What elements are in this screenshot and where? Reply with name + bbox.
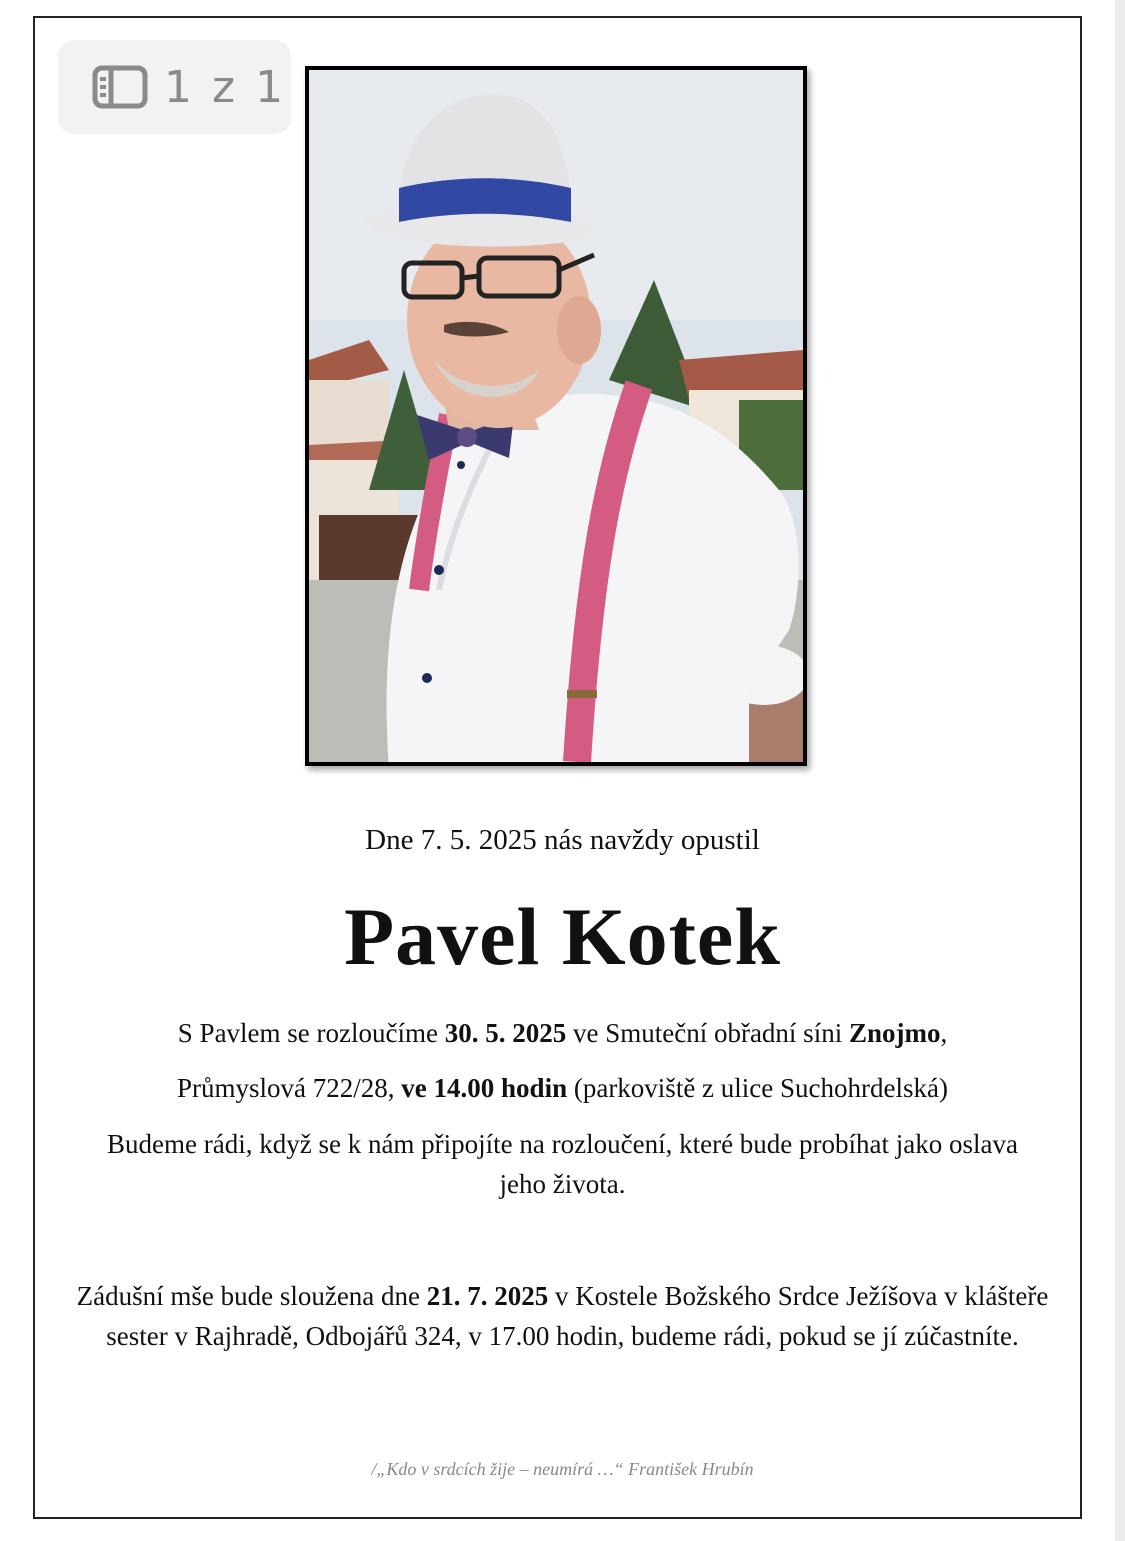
farewell-time: ve 14.00 hodin [401, 1073, 568, 1103]
parking-note: (parkoviště z ulice Suchohrdelská) [567, 1073, 948, 1103]
memorial-quote: /„Kdo v srdcích žije – neumírá …“ František Hrubín [371, 1459, 754, 1479]
mass-text: v Kostele Božského Srdce Ježíšova v klášteře sester v Rajhradě, Odbojářů 324, v 17.00 hodin, budeme rádi, pokud se jí zúčastníte. [106, 1281, 1049, 1351]
death-announcement-intro: Dne 7. 5. 2025 nás navždy opustil [365, 824, 760, 856]
page-count: 1 z 1 [164, 61, 287, 113]
farewell-line [40, 1013, 1085, 1053]
page-indicator[interactable] [58, 40, 291, 134]
address-text: Průmyslová 722/28, [177, 1073, 402, 1103]
address-line [40, 1068, 1085, 1108]
sidebar-pages-icon[interactable] [92, 65, 148, 109]
mass-date: 21. 7. 2025 [426, 1281, 549, 1311]
farewell-text: S Pavlem se rozloučíme [177, 1018, 445, 1048]
farewell-place: Znojmo [848, 1018, 941, 1048]
farewell-text: ve Smuteční obřadní síni [566, 1018, 849, 1048]
farewell-date: 30. 5. 2025 [444, 1018, 567, 1048]
viewer-scroll-strip [1115, 0, 1125, 1541]
mass-announcement [60, 1276, 1065, 1356]
invitation-text: Budeme rádi, když se k nám připojíte na rozloučení, které bude probíhat jako oslava jeho života. [107, 1129, 1018, 1199]
farewell-text: , [940, 1018, 948, 1048]
deceased-name: Pavel Kotek [344, 891, 781, 982]
portrait-photo [305, 66, 807, 766]
mass-text: Zádušní mše bude sloužena dne [76, 1281, 427, 1311]
